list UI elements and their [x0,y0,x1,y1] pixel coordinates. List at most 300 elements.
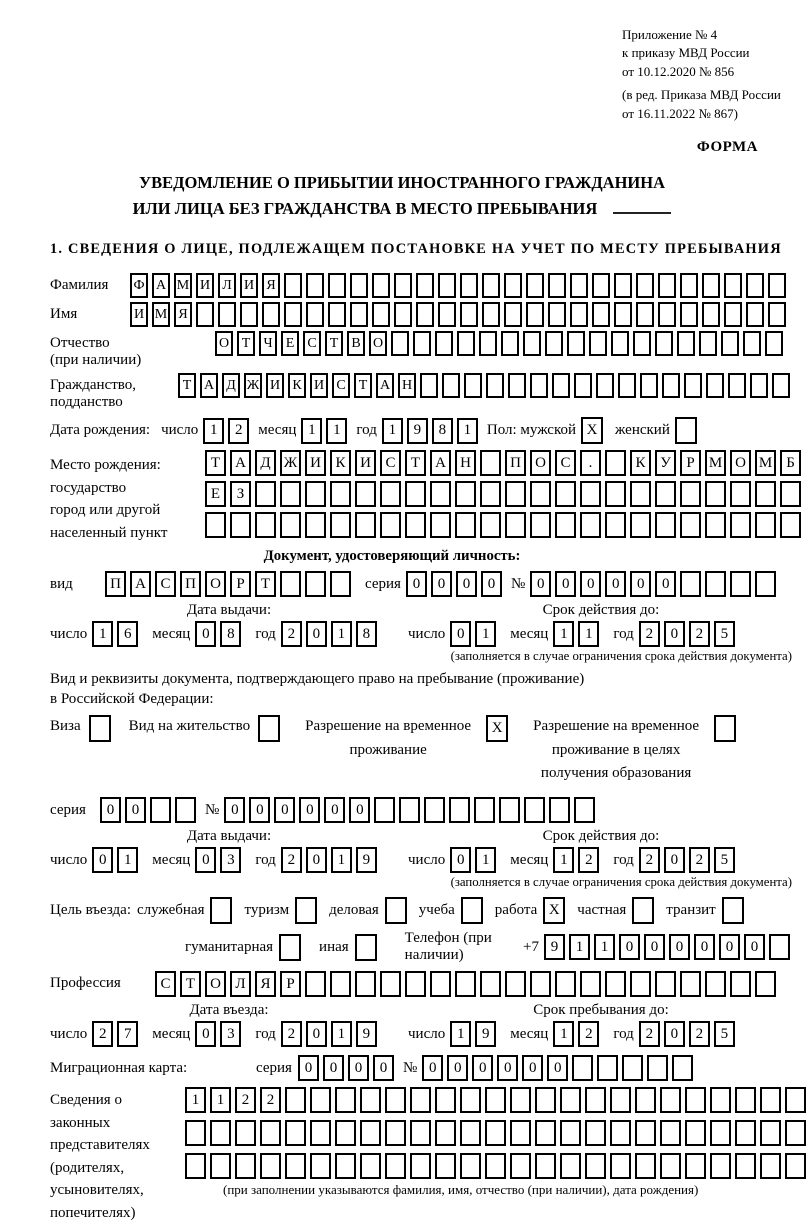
char-box[interactable] [374,797,395,823]
char-box[interactable]: 5 [714,1021,735,1047]
char-box[interactable]: О [369,331,387,356]
char-box[interactable]: Ж [244,373,262,398]
char-box[interactable]: 3 [220,1021,241,1047]
char-box[interactable]: 2 [260,1087,281,1113]
char-box[interactable] [660,1153,681,1179]
char-box[interactable] [580,512,601,538]
char-box[interactable]: И [355,450,376,476]
char-box[interactable] [614,302,632,327]
char-box[interactable]: Д [255,450,276,476]
char-box[interactable] [205,512,226,538]
char-box[interactable] [680,481,701,507]
doc-series-boxes[interactable] [406,571,506,597]
char-box[interactable]: С [303,331,321,356]
char-box[interactable]: 2 [689,847,710,873]
char-box[interactable]: М [174,273,192,298]
char-box[interactable] [710,1087,731,1113]
char-box[interactable]: П [505,450,526,476]
char-box[interactable] [405,512,426,538]
char-box[interactable] [574,797,595,823]
char-box[interactable]: 0 [605,571,626,597]
char-box[interactable]: П [180,571,201,597]
char-box[interactable] [658,273,676,298]
char-box[interactable]: У [655,450,676,476]
char-box[interactable] [735,1087,756,1113]
char-box[interactable]: 0 [323,1055,344,1081]
char-box[interactable]: 2 [639,621,660,647]
char-box[interactable] [567,331,585,356]
char-box[interactable]: 1 [210,1087,231,1113]
char-box[interactable] [430,971,451,997]
char-box[interactable]: 2 [281,847,302,873]
char-box[interactable] [210,1153,231,1179]
char-box[interactable] [260,1120,281,1146]
entry-month-boxes[interactable] [195,1021,245,1047]
char-box[interactable] [630,512,651,538]
char-box[interactable] [424,797,445,823]
char-box[interactable]: 1 [457,418,478,444]
char-box[interactable]: 0 [664,847,685,873]
char-box[interactable] [605,971,626,997]
char-box[interactable]: З [230,481,251,507]
char-box[interactable]: И [196,273,214,298]
char-box[interactable] [285,1087,306,1113]
char-box[interactable]: 9 [544,934,565,960]
temp-residence-education-checkbox[interactable] [714,715,736,742]
char-box[interactable] [416,273,434,298]
char-box[interactable] [555,512,576,538]
char-box[interactable] [474,797,495,823]
char-box[interactable] [636,273,654,298]
char-box[interactable]: 1 [553,621,574,647]
char-box[interactable] [405,481,426,507]
char-box[interactable] [399,797,420,823]
char-box[interactable] [240,302,258,327]
char-box[interactable]: 1 [331,1021,352,1047]
char-box[interactable] [760,1153,781,1179]
char-box[interactable] [310,1153,331,1179]
char-box[interactable] [328,273,346,298]
char-box[interactable] [699,331,717,356]
char-box[interactable] [605,481,626,507]
char-box[interactable] [284,302,302,327]
char-box[interactable]: М [705,450,726,476]
char-box[interactable] [485,1120,506,1146]
char-box[interactable]: А [376,373,394,398]
char-box[interactable]: 0 [447,1055,468,1081]
profession-boxes[interactable] [155,971,780,997]
char-box[interactable] [394,273,412,298]
representatives-row2-boxes[interactable] [185,1120,810,1146]
char-box[interactable] [435,1153,456,1179]
issue-month-boxes[interactable] [195,621,245,647]
char-box[interactable] [610,1120,631,1146]
char-box[interactable]: 0 [349,797,370,823]
char-box[interactable]: Л [218,273,236,298]
char-box[interactable]: 0 [224,797,245,823]
char-box[interactable] [310,1087,331,1113]
char-box[interactable]: 6 [117,621,138,647]
char-box[interactable] [306,273,324,298]
char-box[interactable] [685,1087,706,1113]
char-box[interactable] [769,934,790,960]
char-box[interactable]: . [580,450,601,476]
char-box[interactable] [391,331,409,356]
char-box[interactable] [260,1153,281,1179]
char-box[interactable]: 2 [228,418,249,444]
char-box[interactable] [510,1087,531,1113]
residence-issue-year-boxes[interactable] [281,847,381,873]
char-box[interactable] [360,1087,381,1113]
char-box[interactable]: И [266,373,284,398]
char-box[interactable]: О [530,450,551,476]
char-box[interactable] [218,302,236,327]
char-box[interactable]: 2 [639,1021,660,1047]
char-box[interactable]: И [240,273,258,298]
char-box[interactable]: Н [455,450,476,476]
char-box[interactable] [580,481,601,507]
char-box[interactable]: Л [230,971,251,997]
char-box[interactable]: О [730,450,751,476]
char-box[interactable] [530,512,551,538]
char-box[interactable] [743,331,761,356]
char-box[interactable] [768,302,786,327]
char-box[interactable]: Т [180,971,201,997]
char-box[interactable]: 9 [407,418,428,444]
char-box[interactable]: 0 [348,1055,369,1081]
residence-valid-day-boxes[interactable] [450,847,500,873]
char-box[interactable]: 2 [578,1021,599,1047]
char-box[interactable] [380,481,401,507]
purpose-official-checkbox[interactable] [210,897,232,924]
char-box[interactable] [662,373,680,398]
char-box[interactable]: 0 [324,797,345,823]
char-box[interactable]: 2 [92,1021,113,1047]
char-box[interactable] [438,302,456,327]
birth-month-boxes[interactable] [301,418,351,444]
char-box[interactable] [285,1153,306,1179]
char-box[interactable]: С [555,450,576,476]
char-box[interactable] [150,797,171,823]
char-box[interactable] [724,302,742,327]
char-box[interactable]: 0 [530,571,551,597]
char-box[interactable] [284,273,302,298]
char-box[interactable]: С [155,571,176,597]
char-box[interactable] [305,481,326,507]
char-box[interactable] [535,1153,556,1179]
char-box[interactable] [730,971,751,997]
char-box[interactable] [330,481,351,507]
char-box[interactable] [702,273,720,298]
char-box[interactable] [235,1120,256,1146]
char-box[interactable]: И [130,302,148,327]
char-box[interactable] [735,1153,756,1179]
char-box[interactable] [480,512,501,538]
char-box[interactable] [597,1055,618,1081]
char-box[interactable] [755,512,776,538]
char-box[interactable]: 0 [298,1055,319,1081]
char-box[interactable] [380,512,401,538]
char-box[interactable]: О [205,971,226,997]
char-box[interactable]: Т [405,450,426,476]
purpose-tourism-checkbox[interactable] [295,897,317,924]
char-box[interactable]: 0 [664,621,685,647]
char-box[interactable] [685,1153,706,1179]
char-box[interactable] [435,1120,456,1146]
char-box[interactable] [605,512,626,538]
char-box[interactable] [306,302,324,327]
char-box[interactable] [255,512,276,538]
char-box[interactable] [622,1055,643,1081]
char-box[interactable]: Ф [130,273,148,298]
char-box[interactable]: 8 [356,621,377,647]
char-box[interactable] [658,302,676,327]
char-box[interactable] [721,331,739,356]
char-box[interactable]: 2 [689,621,710,647]
char-box[interactable]: В [347,331,365,356]
char-box[interactable] [405,971,426,997]
temp-residence-checkbox[interactable]: X [486,715,508,742]
char-box[interactable] [486,373,504,398]
residence-number-boxes[interactable] [224,797,599,823]
char-box[interactable] [372,302,390,327]
char-box[interactable] [175,797,196,823]
char-box[interactable] [570,273,588,298]
char-box[interactable] [660,1087,681,1113]
char-box[interactable] [255,481,276,507]
char-box[interactable] [555,481,576,507]
char-box[interactable] [706,373,724,398]
char-box[interactable]: 2 [689,1021,710,1047]
char-box[interactable] [380,971,401,997]
migration-series-boxes[interactable] [298,1055,398,1081]
char-box[interactable] [526,273,544,298]
char-box[interactable] [504,302,522,327]
char-box[interactable]: Н [398,373,416,398]
valid-month-boxes[interactable] [553,621,603,647]
char-box[interactable]: 0 [306,621,327,647]
char-box[interactable]: 2 [639,847,660,873]
char-box[interactable]: 0 [306,1021,327,1047]
residence-valid-month-boxes[interactable] [553,847,603,873]
char-box[interactable] [585,1153,606,1179]
char-box[interactable] [610,1087,631,1113]
char-box[interactable]: 8 [220,621,241,647]
char-box[interactable]: Т [325,331,343,356]
entry-year-boxes[interactable] [281,1021,381,1047]
char-box[interactable] [655,481,676,507]
residence-permit-checkbox[interactable] [258,715,280,742]
char-box[interactable]: Ж [280,450,301,476]
char-box[interactable] [435,331,453,356]
birth-place-row2-boxes[interactable] [205,481,805,507]
char-box[interactable] [768,273,786,298]
char-box[interactable] [196,302,214,327]
char-box[interactable]: Д [222,373,240,398]
char-box[interactable] [592,273,610,298]
stay-month-boxes[interactable] [553,1021,603,1047]
char-box[interactable]: С [155,971,176,997]
char-box[interactable] [560,1153,581,1179]
char-box[interactable] [501,331,519,356]
char-box[interactable] [605,450,626,476]
char-box[interactable] [580,971,601,997]
entry-day-boxes[interactable] [92,1021,142,1047]
char-box[interactable] [435,1087,456,1113]
purpose-study-checkbox[interactable] [461,897,483,924]
char-box[interactable]: 0 [195,1021,216,1047]
char-box[interactable]: Т [205,450,226,476]
char-box[interactable] [680,971,701,997]
char-box[interactable] [480,450,501,476]
char-box[interactable] [410,1087,431,1113]
stay-day-boxes[interactable] [450,1021,500,1047]
representatives-row3-boxes[interactable] [185,1153,810,1179]
char-box[interactable] [780,512,801,538]
residence-issue-month-boxes[interactable] [195,847,245,873]
char-box[interactable] [280,571,301,597]
char-box[interactable] [480,971,501,997]
char-box[interactable] [185,1153,206,1179]
purpose-business-checkbox[interactable] [385,897,407,924]
char-box[interactable]: 0 [422,1055,443,1081]
char-box[interactable]: 1 [553,847,574,873]
char-box[interactable]: С [332,373,350,398]
char-box[interactable]: Б [780,450,801,476]
char-box[interactable] [610,1153,631,1179]
char-box[interactable]: 0 [306,847,327,873]
char-box[interactable] [755,571,776,597]
char-box[interactable]: 0 [694,934,715,960]
char-box[interactable] [335,1087,356,1113]
char-box[interactable]: 1 [326,418,347,444]
char-box[interactable] [685,1120,706,1146]
char-box[interactable]: 0 [472,1055,493,1081]
char-box[interactable] [585,1120,606,1146]
purpose-other-checkbox[interactable] [355,934,377,961]
char-box[interactable]: 1 [301,418,322,444]
char-box[interactable] [416,302,434,327]
char-box[interactable] [262,302,280,327]
char-box[interactable] [305,571,326,597]
char-box[interactable] [710,1120,731,1146]
char-box[interactable] [572,1055,593,1081]
char-box[interactable]: 0 [195,621,216,647]
char-box[interactable] [705,571,726,597]
purpose-work-checkbox[interactable]: X [543,897,565,924]
char-box[interactable]: 1 [569,934,590,960]
char-box[interactable]: С [380,450,401,476]
char-box[interactable]: 1 [331,847,352,873]
char-box[interactable]: 0 [249,797,270,823]
char-box[interactable]: П [105,571,126,597]
char-box[interactable] [350,273,368,298]
char-box[interactable] [672,1055,693,1081]
char-box[interactable] [460,1087,481,1113]
char-box[interactable] [535,1087,556,1113]
char-box[interactable]: 1 [594,934,615,960]
char-box[interactable] [760,1087,781,1113]
char-box[interactable] [455,481,476,507]
char-box[interactable] [485,1153,506,1179]
char-box[interactable]: Т [354,373,372,398]
given-name-boxes[interactable] [130,302,790,327]
char-box[interactable]: 8 [432,418,453,444]
char-box[interactable]: 0 [450,621,471,647]
char-box[interactable] [780,481,801,507]
char-box[interactable] [510,1120,531,1146]
char-box[interactable]: А [430,450,451,476]
char-box[interactable] [505,512,526,538]
char-box[interactable]: Е [205,481,226,507]
char-box[interactable] [430,512,451,538]
char-box[interactable]: 0 [125,797,146,823]
char-box[interactable] [549,797,570,823]
char-box[interactable] [746,302,764,327]
char-box[interactable]: 2 [235,1087,256,1113]
char-box[interactable] [614,273,632,298]
char-box[interactable]: 9 [356,1021,377,1047]
char-box[interactable] [570,302,588,327]
char-box[interactable] [524,797,545,823]
char-box[interactable]: Я [255,971,276,997]
char-box[interactable] [460,1153,481,1179]
char-box[interactable]: К [330,450,351,476]
char-box[interactable] [508,373,526,398]
phone-digit-boxes[interactable] [544,934,794,960]
char-box[interactable]: 0 [274,797,295,823]
char-box[interactable]: О [215,331,233,356]
char-box[interactable]: 1 [475,621,496,647]
char-box[interactable]: 0 [555,571,576,597]
birth-day-boxes[interactable] [203,418,253,444]
char-box[interactable] [230,512,251,538]
char-box[interactable]: Т [178,373,196,398]
char-box[interactable] [394,302,412,327]
char-box[interactable] [210,1120,231,1146]
char-box[interactable] [589,331,607,356]
char-box[interactable] [372,273,390,298]
char-box[interactable]: М [755,450,776,476]
char-box[interactable] [585,1087,606,1113]
char-box[interactable] [530,481,551,507]
char-box[interactable] [410,1153,431,1179]
char-box[interactable] [635,1153,656,1179]
char-box[interactable] [560,1120,581,1146]
char-box[interactable]: 5 [714,847,735,873]
char-box[interactable]: 0 [669,934,690,960]
char-box[interactable]: 1 [578,621,599,647]
char-box[interactable] [636,302,654,327]
char-box[interactable] [730,481,751,507]
char-box[interactable]: К [288,373,306,398]
representatives-row1-boxes[interactable] [185,1087,810,1113]
migration-number-boxes[interactable] [422,1055,697,1081]
char-box[interactable] [680,273,698,298]
purpose-transit-checkbox[interactable] [722,897,744,924]
char-box[interactable]: 0 [195,847,216,873]
char-box[interactable] [280,512,301,538]
char-box[interactable] [335,1120,356,1146]
char-box[interactable] [596,373,614,398]
char-box[interactable]: И [305,450,326,476]
char-box[interactable]: 0 [664,1021,685,1047]
char-box[interactable] [765,331,783,356]
char-box[interactable] [355,512,376,538]
char-box[interactable]: 2 [281,621,302,647]
char-box[interactable]: И [310,373,328,398]
sex-female-checkbox[interactable] [675,417,697,444]
